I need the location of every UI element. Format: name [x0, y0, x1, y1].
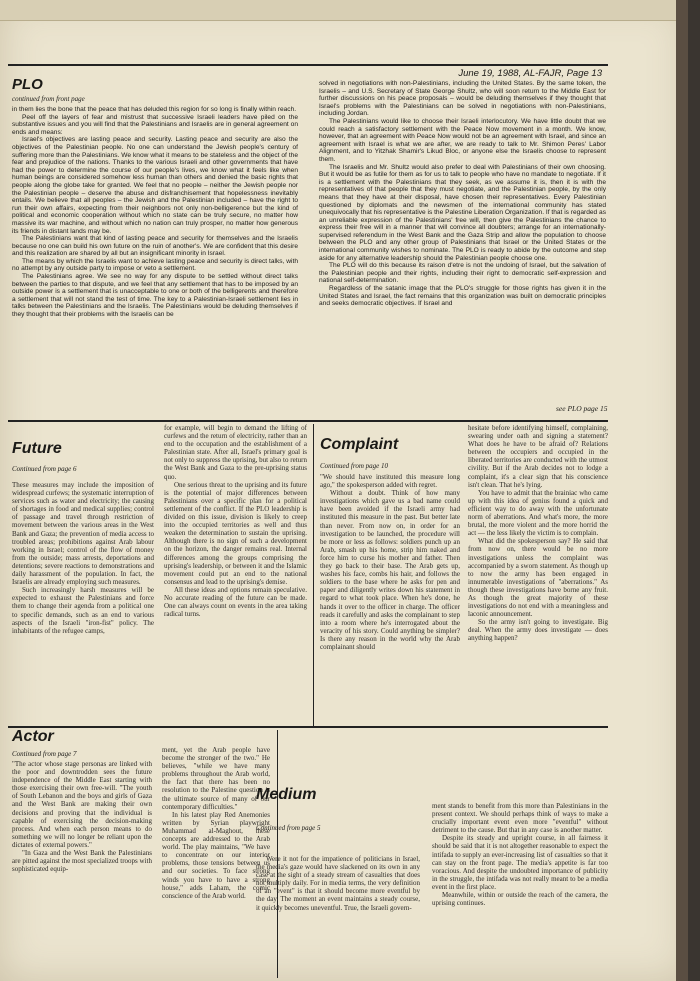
medium-paragraph: ment stands to benefit from this more than Palestinians in the present context. We should perhaps think of ways to make a crucially important event even more "eventful" without detriment to the cause. But that in any case is another matter. — [432, 802, 608, 835]
future-paragraph: Such increasingly harsh measures will be expected to exhaust the Palestinians and force them to change their agenda from a political one to specific demands, such as an end to various aspects of the Israeli "iron-fist" policy. The inhabitants of the refugee camps, — [12, 586, 154, 635]
complaint-paragraph: So the army isn't going to investigate. Big deal. When the army does investigate — does anything happen? — [468, 618, 608, 643]
future-paragraph: One serious threat to the uprising and its future is the potential of major differences between Palestinians over a specific plan for a political settlement of the conflict. If the PLO leadership is divided on this issue, division is likely to creep into the occupied territories as well and thus weaken the determination to sustain the uprising. Although there is no sign of such a development on the horizon, the danger remains real. Internal differences among the groups comprising the uprising's leadership, or between it and the Islamic movement could put an end to the national consensus and lead to the uprising's demise. — [164, 480, 307, 586]
plo-right-paragraph: solved in negotiations with non-Palestinians, including the United States. By the same token, the Israelis – and U.S. Secretary of State George Shultz, who will soon return to the Middle East for further discussions on his peace proposals – would be deluding themselves if they thought that Israel's problems with the Palestinians can be solved in negotiations with non-Palestinians, including Jordan. — [319, 80, 606, 118]
future-title: Future — [12, 440, 62, 457]
actor-column-2 — [162, 746, 270, 978]
future-column-2 — [164, 424, 307, 722]
plo-right-paragraph: The Israelis and Mr. Shultz would also prefer to deal with Palestinians of their own choosing. But it would be as futile for them as for us to talk to people who have no mandate to negotiate. If it is a settlement with the Palestinians that they seek, as we assume it is, then it is with the representatives of that people that they must negotiate, and the Palestinian people, by the only means that they have at their disposal, have chosen their representatives. Every Palestinian questioned by diplomats and the newsmen of the international community has stated unequivocally that his representative is the Palestine Liberation Organization. If that is regarded as an unreliable expression of the Palestinians' free will, then give the Palestinians the chance to express their free will in a manner that will convince all doubters; arrange for an internationally-supervised referendum in the West Bank and the Gaza Strip and allow the population to choose between the PLO and any other group of Palestinians that Israel or the United States or the international community wishes to nominate. The PLO is ready to abide by the outcome and step aside for any alternative leadership should the Palestinian people choose one. — [319, 163, 606, 262]
plo-left-paragraph: The Palestinians want that kind of lasting peace and security for themselves and the Israelis because no one can build his own future on the ruin of another's. We are confident that this desire and this realization are shared by all but an insignificant minority in Israel. — [12, 235, 298, 258]
actor-paragraph: "The actor whose stage personas are linked with the poor and downtrodden sees the future independence of the Middle East starting with those exercising their own free-will. "The youth of South Lebanon and the boys and girls of Gaza and the West Bank are making their own decisions and proving that the individual is capable of exercising the decision-making process. And when each person means to do something we will no longer be reliant upon the dictates of external powers." — [12, 760, 152, 849]
plo-left-paragraph: The means by which the Israelis want to achieve lasting peace and security is direct talks, with no attempt by any outside party to impose or veto a settlement. — [12, 257, 298, 273]
medium-title: Medium — [256, 786, 317, 803]
plo-left-paragraph: in them lies the bone that the peace that has deluded this region for so long is finally within reach. — [12, 106, 297, 113]
future-paragraph: These measures may include the imposition of widespread curfews; the systematic interruption of services such as water and electricity; the causing of shortages in food and medical supplies; control of passage and travel through restriction of movement between the various areas in the West Bank and Gaza; the prevention of media access to troubled areas; prohibitions against Arab labour working in Israel; control of the flow of money from the outside; mass arrests, deportations and detentions; severe reactions to demonstrations and daily harassment of the population. In fact, the Israelis are already employing such measures. — [12, 481, 154, 587]
section-rule — [8, 420, 608, 422]
plo-continued-label: continued from front page — [12, 95, 85, 103]
complaint-paragraph: What did the spokesperson say? He said that from now on, there would be no more investigations unless the complaint was accompanied by a sworn statement. As though up to now the army has been engaged in innumerable investigations of "aberrations." As though these investigations have borne any fruit. As though the great majority of these investigations do not end with a meaningless and laconic announcement. — [468, 537, 608, 619]
page-date-line: June 19, 1988, AL-FAJR, Page 13 — [458, 68, 602, 79]
complaint-continued-label: Continued from page 10 — [320, 462, 388, 470]
complaint-paragraph: Without a doubt. Think of how many investigations which gave us a bad name could have been avoided if the Israeli army had instituted this measure in the past. But better late than never. From now on, in order for an investigation to be launched, the procedure will be more or less as follows: soldiers punch up an Arab, smash up his home, strip him naked and force him to curse his mother and father. Then they go back to their base. The Arab gets up, washes his face, combs his hair, and follows the soldiers to the base where he asks for pen and paper and diligently writes down his statement in regard to what took place. When he's done, he hands it over to the officer in charge. The officer reads it carefully and asks the complainant to step into a room where he's interrogated about the veracity of his story. Could anything be simpler? Is there any reason in the world why the Arab complainant should — [320, 489, 460, 651]
plo-right-paragraph: The PLO will do this because its raison d'etre is not the undoing of Israel, but the salvation of the Palestinian people and their rights, including their right to democratic self-expression and national self-determination. — [319, 262, 606, 285]
column-divider — [313, 424, 314, 726]
top-margin-strip — [0, 0, 688, 21]
actor-paragraph: ment, yet the Arab people have become the stronger of the two." He believes, "while we have many problems throughout the Arab world, the fact that there has been no resolution to the Palestine question is the ultimate source of many of our contemporary difficulties." — [162, 746, 270, 811]
future-paragraph: All these ideas and options remain speculative. No accurate reading of the future can be made. One can always count on events in the area taking radical turns. — [164, 585, 307, 619]
plo-left-column — [12, 106, 298, 406]
complaint-column-1 — [320, 473, 460, 723]
complaint-title: Complaint — [320, 436, 399, 453]
section-rule — [8, 726, 608, 728]
actor-continued-label: Continued from page 7 — [12, 750, 77, 758]
future-paragraph: for example, will begin to demand the lifting of curfews and the return of electricity, rather than an end to the occupation and the establishment of a Palestinian state. After all, Israel's primary goal is not only to suppress the uprising, but also to return the West Bank and Gaza to the pre-uprising status quo. — [164, 424, 307, 481]
future-continued-label: Continued from page 6 — [12, 465, 77, 473]
future-column-1 — [12, 481, 154, 721]
plo-left-paragraph: Israel's objectives are lasting peace and security. Lasting peace and security are also the objectives of the Palestinian people. No one can understand the Jewish people's century of suffering more than the Palestinians. We know what it means to be stateless and the object of the fear and prejudice of the nations. Thanks to the various Israeli and other governments that have had the power to determine the course of our people's lives, we know what it feels like when human beings are considered somehow less human than others and denied the basic rights that people along the globe take for granted. We feel that no people – neither the Jewish people nor the Palestinian people – deserve the abuse and disfranchisement that hopelessness inevitably entails. We believe that all peoples – the Jewish and the Palestinian included – have the right to run their own affairs, expecting from their neighbors not only non-belligerence but the kind of political and economic cooperation without which no state can be truly secure, no matter how massive its war machine, and without which no nation can truly prosper, no matter how generous its friends in distant lands may be. — [12, 136, 298, 235]
page-edge — [676, 0, 688, 981]
medium-column-1 — [256, 855, 420, 977]
plo-title: PLO — [12, 76, 43, 93]
plo-right-column — [319, 80, 606, 398]
header-rule — [8, 64, 608, 66]
medium-paragraph: Despite its steady and upright course, in all fairness it should be said that it is not altogether reasonable to expect the intifada to supply an ever-increasing list of casualties so that it can stay on the front page. The media's appetite is far too voracious. And despite the undoubted importance of publicity in the struggle, the intifada was not really meant to be a media event in the first place. — [432, 834, 608, 891]
medium-paragraph: Were it not for the impatience of politicians in Israel, the media's gaze would have slackened on its own in any case at the sight of a steady stream of casualties that does not multiply daily. For in media terms, the very definition of an "event" is that it should become more eventful by the day. The moment an event maintains a steady course, it quickly becomes uneventful. True, the Israeli govern- — [256, 855, 420, 912]
plo-left-paragraph: Peel off the layers of fear and mistrust that successive Israeli leaders have piled on the substantive issues and you will find that the Palestinians and Israelis are in general agreement on ends and means: — [12, 113, 298, 136]
medium-continued-label: Continued from page 5 — [256, 824, 321, 832]
actor-column-1 — [12, 760, 152, 978]
actor-paragraph: "In Gaza and the West Bank the Palestinians are pitted against the most specialized troops with sophisticated equip- — [12, 849, 152, 874]
actor-title: Actor — [12, 728, 54, 745]
actor-paragraph: In his latest play Red Anemonies written by Syrian playwright Muhammad al-Maghout, these concepts are addressed to the Arab world. The play maintains, "We have to concentrate on our interior problems, those tensions between us and our societies. To face strong winds you have to have a strong house," adds Laham, the comic conscience of the Arab world. — [162, 810, 270, 900]
plo-right-paragraph: The Palestinians would like to choose their Israeli interlocutory. We have little doubt that we could reach a satisfactory settlement with the Peace Now movement in a month. We know, however, that an agreement with Peace Now would not be an agreement with Israel, and since an agreement with Israel is what we are after, we are ready to talk to Mr. Shimon Peres' Labor Alignment, and to Yitzhak Shamir's Likud Bloc, or anyone else the Israelis choose to represent them. — [319, 117, 606, 163]
complaint-column-2 — [468, 424, 608, 722]
complaint-paragraph: "We should have instituted this measure long ago," the spokesperson added with regret. — [320, 473, 460, 490]
plo-jump-line: see PLO page 15 — [556, 404, 608, 413]
complaint-paragraph: hesitate before identifying himself, complaining, swearing under oath and signing a statement? What does he have to be afraid of? Relations between the occupiers and occupied in the liberated territories are conducted with the utmost civility. But if the Arab decides not to lodge a complaint, it's a clear sign that his conscience isn't clean. That he's lying. — [468, 424, 608, 489]
medium-column-2 — [432, 802, 608, 978]
plo-right-paragraph: Regardless of the satanic image that the PLO's struggle for those rights has given it in the United States and Israel, the fact remains that this organization was built on democratic principles and seeks democratic objectives. If Israel and — [319, 285, 606, 308]
complaint-paragraph: You have to admit that the brainiac who came up with this idea of genius found a quick and efficient way to do away with the unfortunate norm of aberrations. And what's more, the more brutal, the more violent and the more horrid the act — the less likely the victim is to complain. — [468, 488, 608, 538]
medium-paragraph: Meanwhile, within or outside the reach of the camera, the uprising continues. — [432, 891, 608, 908]
plo-left-paragraph: The Palestinians agree. We see no way for any dispute to be settled without direct talks between the parties to that dispute, and we feel that any settlement that has to be imposed by an outside power is a settlement that is unacceptable to one or both of the belligerents and therefore a settlement that will not stand the test of time. The key to a Palestinian-Israeli settlement lies in talks between the Palestinians and the Israelis. The Palestinians would be deluding themselves if they thought that their problems with the Israelis can be — [12, 273, 298, 319]
